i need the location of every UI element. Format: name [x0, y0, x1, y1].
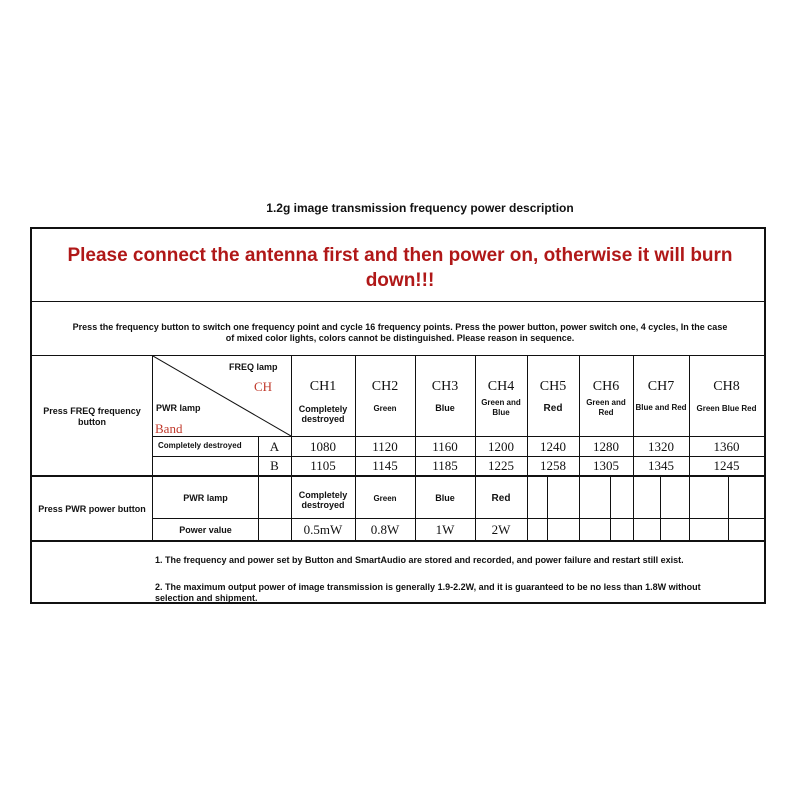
pwr-lamp-label: PWR lamp: [183, 493, 228, 503]
channel-label: CH1: [309, 379, 337, 394]
lamp-color-cell: Blue and Red: [635, 403, 687, 412]
pwr-lamp-cell: Red: [491, 492, 511, 504]
channel-label: CH3: [431, 379, 459, 394]
freq-cell: 1185: [432, 458, 458, 473]
pwr-lamp-cell: Completely destroyed: [298, 490, 348, 510]
lamp-color-cell: Blue: [435, 403, 455, 413]
grid-line: [30, 540, 766, 542]
ch-header: CH: [254, 379, 273, 394]
channel-label: CH6: [592, 379, 620, 394]
band-header: Band: [155, 421, 183, 436]
power-value-cell: 2W: [491, 521, 511, 537]
power-value-cell: 1W: [435, 521, 455, 537]
note-1: 1. The frequency and power set by Button and SmartAudio are stored and recorded, and power failure and restart still exist.: [155, 555, 684, 565]
lamp-color-cell: Green and Blue: [481, 398, 521, 417]
grid-line: [30, 227, 766, 229]
power-value-cell: 0.5mW: [303, 521, 343, 537]
page-title: 1.2g image transmission frequency power description: [266, 200, 574, 215]
instructions-text: Press the frequency button to switch one frequency point and cycle 16 frequency points. Press the power button, power switch one, 4 cycles, In the case of mixed color lights, colors cannot be distinguished. Please reason in sequence.: [72, 322, 728, 343]
band-label: B: [270, 458, 279, 473]
note-2: 2. The maximum output power of image transmission is generally 1.9-2.2W, and it is guaranteed to be no less than 1.8W without selection and shipment.: [155, 582, 701, 603]
freq-cell: 1160: [432, 438, 458, 454]
freq-cell: 1360: [713, 438, 740, 454]
freq-cell: 1305: [593, 458, 619, 473]
warning-text: Please connect the antenna first and then power on, otherwise it will burn down!!!: [67, 245, 733, 291]
freq-cell: 1120: [372, 438, 398, 454]
freq-cell: 1245: [713, 458, 740, 473]
freq-cell: 1320: [648, 438, 674, 454]
grid-line: [30, 475, 766, 477]
channel-label: CH7: [647, 379, 675, 394]
channel-label: CH2: [371, 379, 399, 394]
grid-line: [30, 227, 32, 604]
freq-cell: 1240: [540, 438, 566, 454]
grid-line: [30, 301, 766, 302]
power-value-cell: 0.8W: [370, 521, 400, 537]
channel-label: CH4: [487, 379, 515, 394]
freq-cell: 1258: [540, 458, 566, 473]
grid-line: [30, 355, 766, 356]
grid-line: [764, 227, 766, 604]
freq-lamp-header: FREQ lamp: [229, 362, 278, 372]
power-value-label: Power value: [179, 525, 232, 535]
grid-line: [152, 518, 766, 519]
pwr-button-label: Press PWR power button: [38, 504, 146, 514]
grid-line: [660, 477, 661, 540]
band-a-description: Completely destroyed: [158, 441, 242, 450]
freq-cell: 1145: [372, 458, 398, 473]
freq-cell: 1200: [488, 438, 514, 454]
channel-label: CH8: [713, 379, 740, 394]
lamp-color-cell: Green Blue Red: [696, 403, 757, 413]
pwr-lamp-header: PWR lamp: [156, 403, 201, 413]
grid-line: [728, 477, 729, 540]
channel-label: CH5: [539, 379, 567, 394]
lamp-color-cell: Green: [373, 403, 397, 413]
freq-button-label: Press FREQ frequency button: [43, 406, 141, 427]
lamp-color-cell: Completely destroyed: [298, 404, 348, 424]
lamp-color-cell: Green and Red: [586, 398, 626, 417]
grid-line: [610, 477, 611, 540]
band-label: A: [269, 438, 280, 454]
pwr-lamp-cell: Green: [373, 493, 397, 503]
freq-cell: 1345: [648, 458, 674, 473]
freq-cell: 1225: [488, 458, 514, 473]
grid-line: [547, 477, 548, 540]
freq-cell: 1080: [310, 438, 336, 454]
freq-cell: 1280: [593, 438, 619, 454]
pwr-lamp-cell: Blue: [435, 493, 455, 503]
freq-cell: 1105: [310, 458, 336, 473]
lamp-color-cell: Red: [543, 402, 563, 414]
